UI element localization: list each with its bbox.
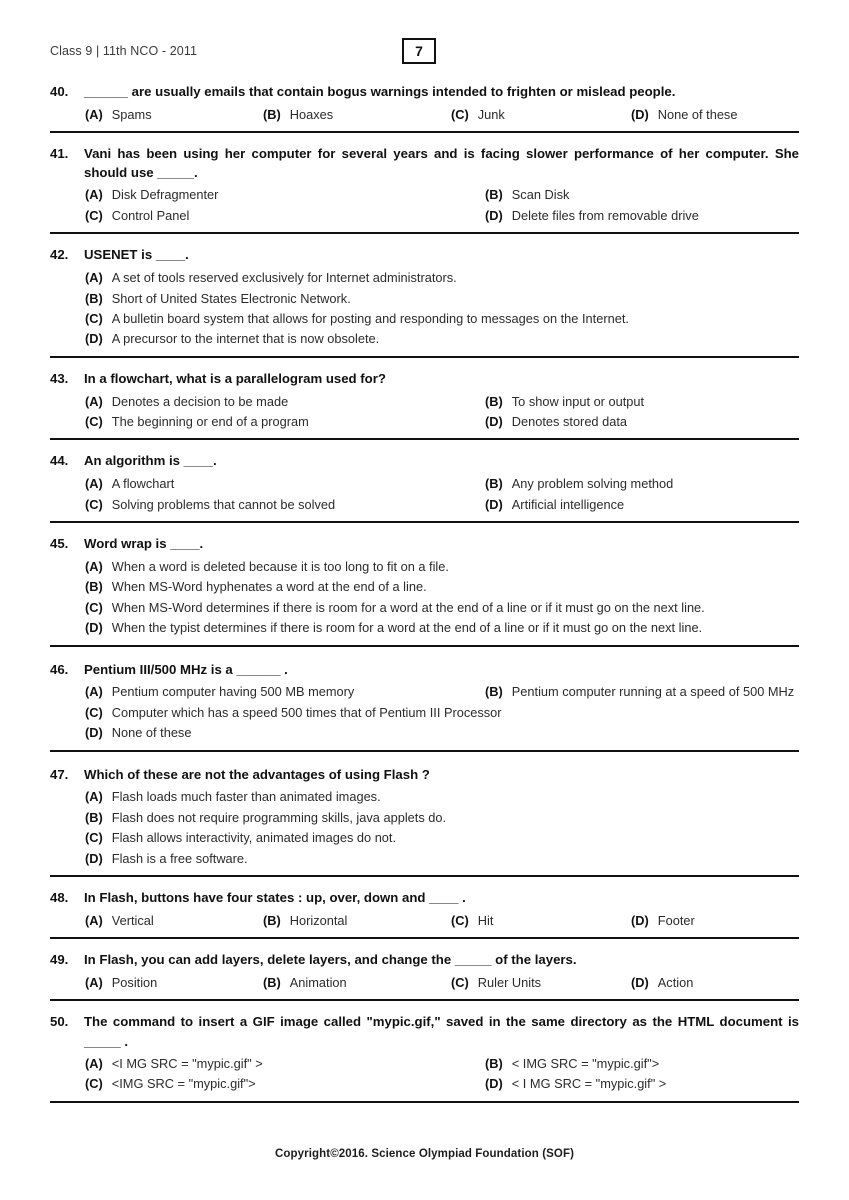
option-a[interactable]	[85, 1054, 485, 1073]
option-row	[85, 828, 799, 847]
question-block	[50, 950, 799, 1001]
question-block	[50, 888, 799, 939]
option-label: Computer which has a speed 500 times that of Pentium III Processor	[111, 704, 502, 720]
options-group	[50, 105, 799, 124]
option-row	[85, 598, 799, 617]
option-row	[85, 309, 799, 328]
header-class-label: Class 9 | 11th NCO - 2011	[50, 44, 198, 58]
option-label: Pentium computer running at a speed of 500 MHz	[511, 684, 795, 700]
option-row	[85, 723, 799, 742]
option-row	[85, 185, 799, 204]
option-key: (C)	[85, 704, 103, 720]
question-number: 40.	[50, 84, 69, 99]
option-label: Delete files from removable drive	[511, 207, 699, 223]
option-row	[85, 808, 799, 827]
option-row	[85, 849, 799, 868]
question-heading-row	[50, 534, 799, 554]
option-d[interactable]	[85, 329, 799, 348]
option-key: (A)	[85, 393, 103, 409]
option-row	[85, 474, 799, 493]
option-row	[85, 495, 799, 514]
option-a[interactable]	[85, 787, 799, 806]
option-key: (C)	[85, 207, 103, 223]
question-spacer	[50, 1001, 799, 1012]
question-spacer	[50, 133, 799, 144]
option-label: Spams	[111, 106, 152, 122]
option-key: (C)	[451, 106, 469, 122]
question-spacer	[50, 877, 799, 888]
option-key: (B)	[485, 187, 503, 203]
option-row	[85, 703, 799, 722]
option-key: (D)	[631, 974, 649, 990]
option-label: Any problem solving method	[511, 476, 674, 492]
option-key: (A)	[85, 476, 103, 492]
question-block	[50, 369, 799, 441]
footer-copyright: Copyright©2016. Science Olympiad Foundation (SOF)	[275, 1148, 574, 1160]
option-row	[85, 557, 799, 576]
question-text: In Flash, you can add layers, delete layers, and change the _____ of the layers.	[84, 952, 577, 968]
option-label: Control Panel	[111, 207, 190, 223]
option-label: Hit	[477, 912, 494, 928]
option-key: (D)	[631, 106, 649, 122]
option-b[interactable]	[263, 973, 451, 992]
option-key: (B)	[85, 809, 103, 825]
question-number: 49.	[50, 952, 69, 968]
option-key: (B)	[263, 974, 281, 990]
option-label: Horizontal	[289, 912, 348, 928]
question-heading-row	[50, 144, 799, 182]
option-a[interactable]	[85, 973, 263, 992]
option-c[interactable]	[85, 828, 799, 847]
option-c[interactable]	[85, 309, 799, 328]
question-text: USENET is ____.	[84, 247, 189, 263]
option-a[interactable]	[85, 474, 485, 493]
option-label: When MS-Word determines if there is room for a word at the end of a line or if it must go on the next line.	[111, 599, 705, 615]
option-label: Artificial intelligence	[511, 496, 625, 512]
option-b[interactable]	[85, 577, 799, 596]
option-row	[85, 1054, 799, 1073]
option-key: (D)	[485, 496, 503, 512]
question-text: The command to insert a GIF image called "mypic.gif," saved in the same directory as the HTML document is _____ .	[84, 1014, 799, 1049]
option-b[interactable]	[85, 808, 799, 827]
option-label: Short of United States Electronic Network.	[111, 290, 351, 306]
options-group	[50, 682, 799, 742]
option-c[interactable]	[85, 206, 485, 225]
option-row	[85, 618, 799, 637]
option-key: (A)	[85, 270, 103, 286]
option-key: (A)	[85, 187, 103, 203]
question-text: In Flash, buttons have four states : up, over, down and ____ .	[84, 890, 466, 906]
option-label: None of these	[657, 106, 738, 122]
option-key: (C)	[85, 599, 103, 615]
option-label: When a word is deleted because it is too long to fit on a file.	[111, 558, 449, 574]
option-key: (B)	[263, 912, 281, 928]
question-heading-row	[50, 82, 799, 102]
option-label: When MS-Word hyphenates a word at the end of a line.	[111, 579, 427, 595]
option-label: A bulletin board system that allows for posting and responding to messages on the Internet.	[111, 310, 629, 326]
option-key: (C)	[85, 496, 103, 512]
option-c[interactable]	[85, 598, 799, 617]
option-d[interactable]	[485, 495, 624, 514]
option-a[interactable]	[85, 105, 263, 124]
option-c[interactable]	[85, 495, 485, 514]
option-label: To show input or output	[511, 393, 645, 409]
option-d[interactable]	[485, 1074, 666, 1093]
options-group	[50, 392, 799, 432]
option-key: (C)	[85, 830, 103, 846]
option-label: A flowchart	[111, 476, 175, 492]
option-row	[85, 577, 799, 596]
question-number: 47.	[50, 766, 69, 782]
question-block	[50, 660, 799, 752]
options-group	[50, 474, 799, 514]
option-label: <IMG SRC = "mypic.gif">	[111, 1076, 256, 1092]
option-label: Hoaxes	[289, 106, 334, 122]
option-b[interactable]	[485, 185, 569, 204]
option-d[interactable]	[485, 206, 699, 225]
option-label: Pentium computer having 500 MB memory	[111, 684, 355, 700]
option-a[interactable]	[85, 911, 263, 930]
option-row	[85, 206, 799, 225]
option-label: Flash does not require programming skills, java applets do.	[111, 809, 447, 825]
option-label: Flash loads much faster than animated images.	[111, 789, 381, 805]
option-label: Solving problems that cannot be solved	[111, 496, 336, 512]
option-key: (D)	[485, 413, 503, 429]
option-key: (B)	[485, 476, 503, 492]
option-row	[85, 392, 799, 411]
question-spacer	[50, 358, 799, 369]
option-b[interactable]	[485, 392, 644, 411]
option-key: (A)	[85, 106, 103, 122]
option-label: Scan Disk	[511, 187, 570, 203]
option-label: A precursor to the internet that is now obsolete.	[111, 331, 380, 347]
option-key: (A)	[85, 974, 103, 990]
option-label: Denotes stored data	[511, 413, 628, 429]
option-d[interactable]	[631, 973, 693, 992]
question-text: Pentium III/500 MHz is a ______ .	[84, 661, 288, 677]
page-header	[50, 42, 799, 68]
question-text: In a flowchart, what is a parallelogram used for?	[84, 370, 386, 386]
question-text: Word wrap is ____.	[84, 536, 204, 552]
question-heading-row	[50, 950, 799, 970]
option-row	[85, 1074, 799, 1093]
option-label: A set of tools reserved exclusively for Internet administrators.	[111, 270, 457, 286]
question-text: An algorithm is ____.	[84, 453, 217, 469]
question-block	[50, 82, 799, 133]
question-heading-row	[50, 765, 799, 785]
options-group	[50, 787, 799, 868]
option-d[interactable]	[485, 412, 627, 431]
option-key: (B)	[485, 1055, 503, 1071]
question-spacer	[50, 440, 799, 451]
option-b[interactable]	[263, 911, 451, 930]
options-group	[50, 911, 799, 930]
option-row	[85, 105, 799, 124]
option-label: None of these	[111, 725, 192, 741]
question-spacer	[50, 234, 799, 245]
question-heading-row	[50, 1012, 799, 1050]
option-key: (B)	[85, 579, 103, 595]
option-key: (B)	[485, 684, 503, 700]
option-row	[85, 329, 799, 348]
question-heading-row	[50, 660, 799, 680]
option-b[interactable]	[263, 105, 451, 124]
question-block	[50, 765, 799, 877]
option-label: Action	[657, 974, 694, 990]
option-a[interactable]	[85, 682, 485, 701]
option-label: Denotes a decision to be made	[111, 393, 289, 409]
option-b[interactable]	[85, 289, 799, 308]
option-key: (A)	[85, 1055, 103, 1071]
question-text: Vani has been using her computer for several years and is facing slower performance of her computer. She should use _____.	[84, 146, 799, 181]
option-key: (C)	[85, 1076, 103, 1092]
option-c[interactable]	[85, 703, 799, 722]
option-label: < I MG SRC = "mypic.gif" >	[511, 1076, 667, 1092]
option-label: Ruler Units	[477, 974, 542, 990]
questions-container	[50, 82, 799, 1116]
option-label: < IMG SRC = "mypic.gif">	[511, 1055, 660, 1071]
option-b[interactable]	[485, 474, 673, 493]
option-key: (C)	[85, 310, 103, 326]
question-spacer	[50, 523, 799, 534]
option-label: Junk	[477, 106, 505, 122]
question-block	[50, 245, 799, 357]
page-number-box: 7	[402, 38, 436, 64]
option-a[interactable]	[85, 557, 799, 576]
option-label: When the typist determines if there is room for a word at the end of a line or if it must go on the next line.	[111, 620, 703, 636]
option-label: Flash is a free software.	[111, 850, 248, 866]
option-label: Animation	[289, 974, 347, 990]
option-key: (A)	[85, 558, 103, 574]
question-heading-row	[50, 451, 799, 471]
question-heading-row	[50, 245, 799, 265]
option-row	[85, 787, 799, 806]
options-group	[50, 1054, 799, 1094]
option-row	[85, 973, 799, 992]
option-d[interactable]	[85, 849, 799, 868]
question-number: 44.	[50, 453, 69, 469]
question-number: 42.	[50, 247, 69, 263]
question-heading-row	[50, 369, 799, 389]
option-c[interactable]	[451, 105, 631, 124]
question-block	[50, 1012, 799, 1102]
option-row	[85, 911, 799, 930]
option-row	[85, 412, 799, 431]
question-number: 43.	[50, 370, 69, 386]
question-spacer	[50, 752, 799, 765]
option-row	[85, 682, 799, 701]
option-label: Vertical	[111, 912, 154, 928]
option-label: Footer	[657, 912, 695, 928]
option-label: Flash allows interactivity, animated images do not.	[111, 830, 397, 846]
question-text: ______ are usually emails that contain bogus warnings intended to frighten or mislead people.	[84, 84, 676, 99]
option-key: (D)	[85, 620, 103, 636]
option-c[interactable]	[451, 973, 631, 992]
option-d[interactable]	[85, 723, 799, 742]
options-group	[50, 185, 799, 225]
option-c[interactable]	[85, 1074, 485, 1093]
question-block	[50, 534, 799, 646]
option-key: (A)	[85, 789, 103, 805]
option-key: (D)	[485, 207, 503, 223]
option-b[interactable]	[485, 682, 794, 701]
question-text: Which of these are not the advantages of using Flash ?	[84, 766, 430, 782]
option-key: (B)	[85, 290, 103, 306]
option-row	[85, 289, 799, 308]
question-number: 46.	[50, 661, 69, 677]
option-c[interactable]	[451, 911, 631, 930]
option-a[interactable]	[85, 392, 485, 411]
option-row	[85, 268, 799, 287]
option-key: (B)	[485, 393, 503, 409]
option-key: (C)	[451, 974, 469, 990]
option-key: (D)	[85, 850, 103, 866]
option-label: Position	[111, 974, 158, 990]
options-group	[50, 973, 799, 992]
question-spacer	[50, 1103, 799, 1116]
option-label: <I MG SRC = "mypic.gif" >	[111, 1055, 263, 1071]
options-group	[50, 557, 799, 638]
option-d[interactable]	[85, 618, 799, 637]
option-key: (A)	[85, 684, 103, 700]
option-key: (D)	[631, 912, 649, 928]
question-spacer	[50, 647, 799, 660]
option-label: The beginning or end of a program	[111, 413, 309, 429]
option-d[interactable]	[631, 911, 695, 930]
question-number: 50.	[50, 1014, 69, 1030]
question-number: 48.	[50, 890, 69, 906]
option-key: (D)	[85, 331, 103, 347]
option-a[interactable]	[85, 185, 485, 204]
option-key: (A)	[85, 912, 103, 928]
option-key: (B)	[263, 106, 281, 122]
question-block	[50, 144, 799, 234]
option-key: (C)	[451, 912, 469, 928]
question-spacer	[50, 939, 799, 950]
question-number: 45.	[50, 536, 69, 552]
question-heading-row	[50, 888, 799, 908]
options-group	[50, 268, 799, 349]
option-key: (D)	[485, 1076, 503, 1092]
option-key: (D)	[85, 725, 103, 741]
option-c[interactable]	[85, 412, 485, 431]
option-a[interactable]	[85, 268, 799, 287]
question-block	[50, 451, 799, 523]
option-label: Disk Defragmenter	[111, 187, 219, 203]
question-number: 41.	[50, 146, 69, 162]
option-d[interactable]	[631, 105, 737, 124]
option-b[interactable]	[485, 1054, 659, 1073]
option-key: (C)	[85, 413, 103, 429]
